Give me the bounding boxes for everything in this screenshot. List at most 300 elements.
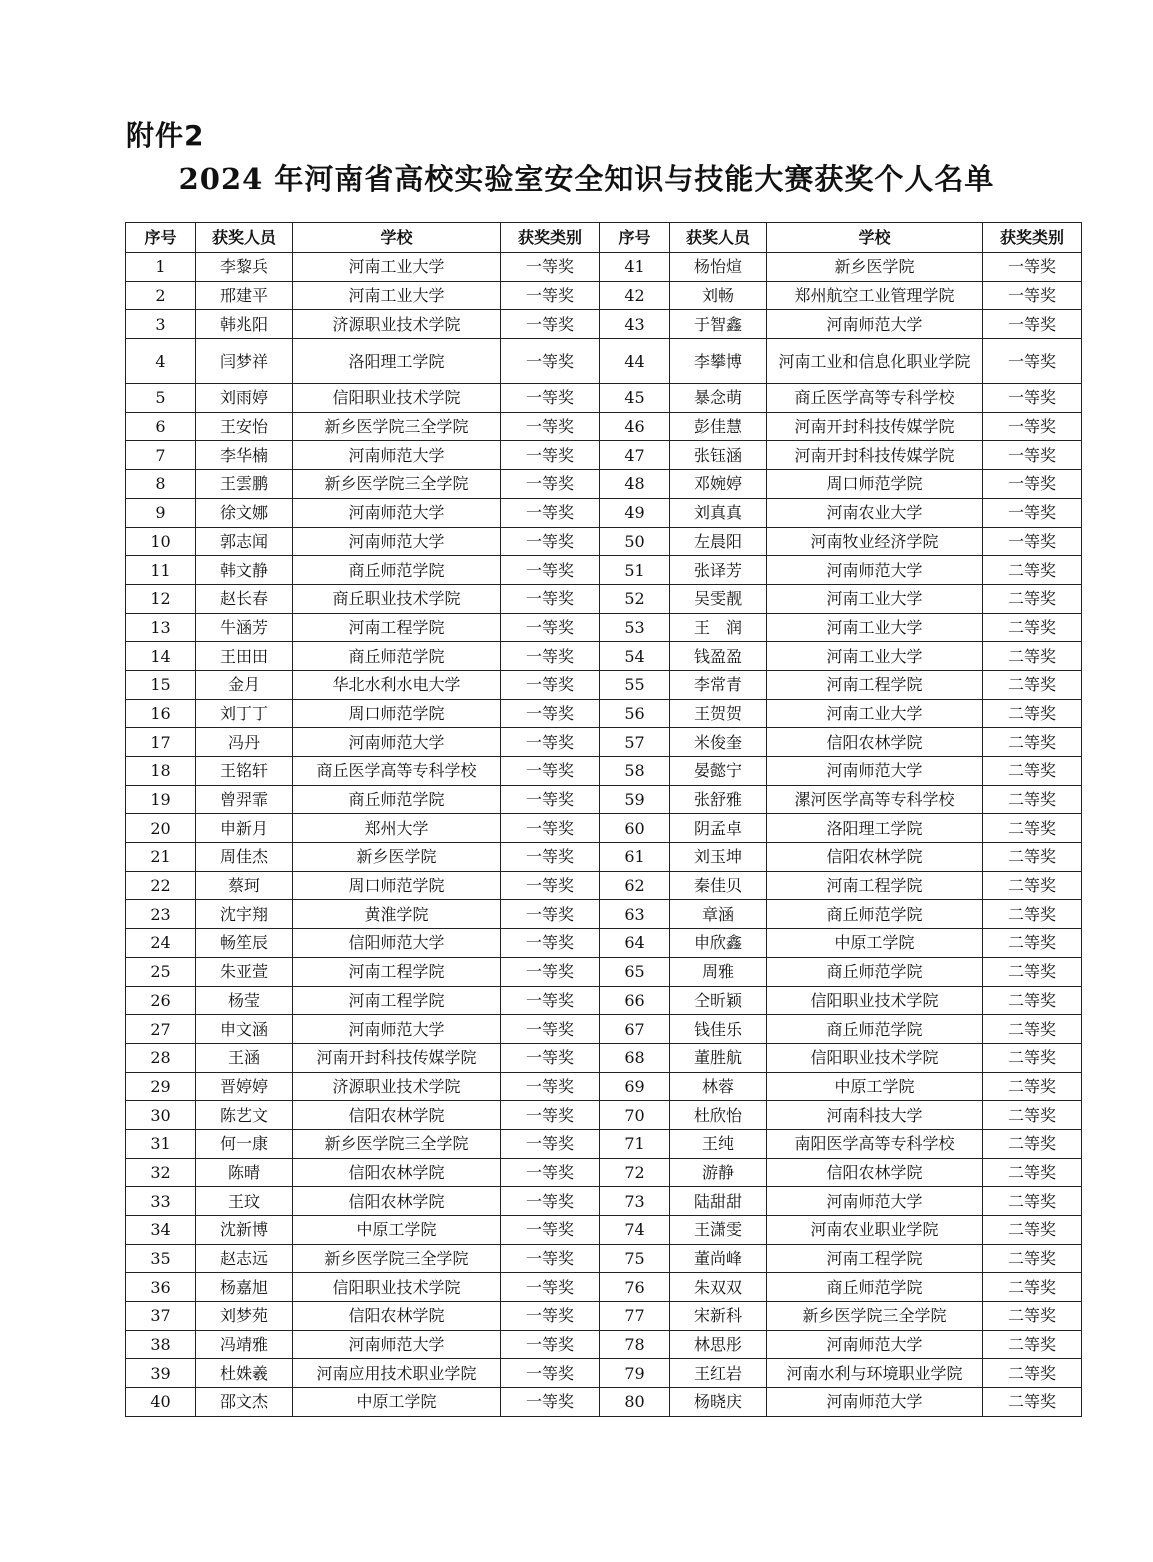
rank-cell: 52 (600, 584, 670, 613)
rank-cell: 43 (600, 310, 670, 339)
rank-cell: 8 (126, 470, 196, 499)
school-cell: 河南工业大学 (767, 699, 983, 728)
school-cell: 商丘师范学院 (767, 957, 983, 986)
school-cell: 新乡医学院三全学院 (293, 1244, 501, 1273)
award-level-cell: 一等奖 (501, 1187, 600, 1216)
table-row (126, 310, 1082, 339)
rank-cell: 19 (126, 785, 196, 814)
award-level-cell: 二等奖 (983, 843, 1082, 872)
school-cell: 河南师范大学 (767, 1330, 983, 1359)
rank-cell: 18 (126, 757, 196, 786)
school-cell: 河南工程学院 (293, 957, 501, 986)
school-cell: 河南工程学院 (767, 871, 983, 900)
award-level-cell: 二等奖 (983, 1101, 1082, 1130)
school-cell: 中原工学院 (293, 1216, 501, 1245)
school-cell: 商丘职业技术学院 (293, 584, 501, 613)
table-row (126, 281, 1082, 310)
school-cell: 信阳农林学院 (767, 728, 983, 757)
rank-cell: 49 (600, 498, 670, 527)
award-level-cell: 二等奖 (983, 1244, 1082, 1273)
winner-name-cell: 刘真真 (670, 498, 767, 527)
winner-name-cell: 杨嘉旭 (196, 1273, 293, 1302)
school-cell: 河南工业和信息化职业学院 (767, 339, 983, 384)
award-level-cell: 一等奖 (501, 498, 600, 527)
winner-name-cell: 林思彤 (670, 1330, 767, 1359)
table-row (126, 1187, 1082, 1216)
winner-name-cell: 申新月 (196, 814, 293, 843)
award-level-cell: 一等奖 (983, 412, 1082, 441)
rank-cell: 7 (126, 441, 196, 470)
table-row (126, 253, 1082, 282)
school-cell: 河南工程学院 (293, 613, 501, 642)
winner-name-cell: 陆甜甜 (670, 1187, 767, 1216)
table-row (126, 613, 1082, 642)
award-level-cell: 二等奖 (983, 642, 1082, 671)
rank-cell: 71 (600, 1129, 670, 1158)
award-level-cell: 二等奖 (983, 1158, 1082, 1187)
award-level-cell: 二等奖 (983, 1072, 1082, 1101)
winner-name-cell: 刘玉坤 (670, 843, 767, 872)
rank-cell: 35 (126, 1244, 196, 1273)
table-row (126, 470, 1082, 499)
winner-name-cell: 王纯 (670, 1129, 767, 1158)
rank-cell: 48 (600, 470, 670, 499)
school-cell: 河南开封科技传媒学院 (767, 441, 983, 470)
table-row (126, 1302, 1082, 1331)
rank-cell: 58 (600, 757, 670, 786)
rank-cell: 37 (126, 1302, 196, 1331)
rank-cell: 63 (600, 900, 670, 929)
rank-cell: 73 (600, 1187, 670, 1216)
award-level-cell: 一等奖 (501, 642, 600, 671)
winner-name-cell: 张钰涵 (670, 441, 767, 470)
table-row (126, 498, 1082, 527)
award-level-cell: 一等奖 (501, 1015, 600, 1044)
table-row (126, 871, 1082, 900)
school-cell: 济源职业技术学院 (293, 1072, 501, 1101)
winner-name-cell: 杜姝羲 (196, 1359, 293, 1388)
winner-name-cell: 申文涵 (196, 1015, 293, 1044)
rank-cell: 24 (126, 929, 196, 958)
winner-name-cell: 王田田 (196, 642, 293, 671)
school-cell: 河南师范大学 (293, 1330, 501, 1359)
school-cell: 新乡医学院三全学院 (293, 470, 501, 499)
rank-cell: 45 (600, 384, 670, 413)
rank-cell: 72 (600, 1158, 670, 1187)
school-cell: 漯河医学高等专科学校 (767, 785, 983, 814)
award-level-cell: 一等奖 (501, 584, 600, 613)
winner-name-cell: 林蓉 (670, 1072, 767, 1101)
award-level-cell: 一等奖 (501, 957, 600, 986)
winner-name-cell: 王潇雯 (670, 1216, 767, 1245)
school-cell: 新乡医学院三全学院 (293, 1129, 501, 1158)
winner-name-cell: 王 润 (670, 613, 767, 642)
award-level-cell: 一等奖 (501, 441, 600, 470)
winner-name-cell: 李华楠 (196, 441, 293, 470)
rank-cell: 75 (600, 1244, 670, 1273)
header-cell: 获奖人员 (196, 223, 293, 253)
school-cell: 河南师范大学 (767, 757, 983, 786)
winner-name-cell: 晋婷婷 (196, 1072, 293, 1101)
school-cell: 河南师范大学 (293, 728, 501, 757)
rank-cell: 10 (126, 527, 196, 556)
winner-name-cell: 金月 (196, 670, 293, 699)
school-cell: 商丘师范学院 (293, 785, 501, 814)
school-cell: 信阳农林学院 (293, 1302, 501, 1331)
winner-name-cell: 王玟 (196, 1187, 293, 1216)
winner-name-cell: 冯靖雅 (196, 1330, 293, 1359)
rank-cell: 2 (126, 281, 196, 310)
school-cell: 河南师范大学 (767, 1187, 983, 1216)
award-level-cell: 二等奖 (983, 1015, 1082, 1044)
rank-cell: 70 (600, 1101, 670, 1130)
winner-name-cell: 郭志闻 (196, 527, 293, 556)
school-cell: 信阳职业技术学院 (293, 384, 501, 413)
award-level-cell: 二等奖 (983, 728, 1082, 757)
school-cell: 洛阳理工学院 (293, 339, 501, 384)
winner-name-cell: 秦佳贝 (670, 871, 767, 900)
school-cell: 河南工程学院 (767, 1244, 983, 1273)
school-cell: 信阳农林学院 (767, 843, 983, 872)
winner-name-cell: 何一康 (196, 1129, 293, 1158)
award-level-cell: 一等奖 (983, 281, 1082, 310)
rank-cell: 3 (126, 310, 196, 339)
award-level-cell: 一等奖 (501, 1158, 600, 1187)
school-cell: 河南工业大学 (293, 281, 501, 310)
school-cell: 商丘医学高等专科学校 (767, 384, 983, 413)
header-cell: 学校 (767, 223, 983, 253)
award-level-cell: 二等奖 (983, 1187, 1082, 1216)
rank-cell: 40 (126, 1388, 196, 1417)
table-row (126, 412, 1082, 441)
winner-name-cell: 畅笙辰 (196, 929, 293, 958)
winner-name-cell: 晏懿宁 (670, 757, 767, 786)
winner-name-cell: 李常青 (670, 670, 767, 699)
table-row (126, 1158, 1082, 1187)
rank-cell: 55 (600, 670, 670, 699)
award-level-cell: 一等奖 (501, 384, 600, 413)
rank-cell: 54 (600, 642, 670, 671)
winner-name-cell: 钱盈盈 (670, 642, 767, 671)
rank-cell: 44 (600, 339, 670, 384)
award-level-cell: 一等奖 (501, 986, 600, 1015)
rank-cell: 79 (600, 1359, 670, 1388)
rank-cell: 23 (126, 900, 196, 929)
award-level-cell: 一等奖 (501, 556, 600, 585)
winner-name-cell: 邓婉婷 (670, 470, 767, 499)
table-row (126, 1216, 1082, 1245)
award-level-cell: 二等奖 (983, 670, 1082, 699)
table-row (126, 1043, 1082, 1072)
rank-cell: 39 (126, 1359, 196, 1388)
award-level-cell: 二等奖 (983, 814, 1082, 843)
rank-cell: 68 (600, 1043, 670, 1072)
rank-cell: 4 (126, 339, 196, 384)
award-level-cell: 二等奖 (983, 1043, 1082, 1072)
table-body (126, 253, 1082, 1417)
school-cell: 新乡医学院 (767, 253, 983, 282)
award-level-cell: 一等奖 (501, 470, 600, 499)
rank-cell: 28 (126, 1043, 196, 1072)
rank-cell: 56 (600, 699, 670, 728)
award-level-cell: 二等奖 (983, 957, 1082, 986)
school-cell: 河南工业大学 (767, 642, 983, 671)
rank-cell: 26 (126, 986, 196, 1015)
school-cell: 河南师范大学 (293, 1015, 501, 1044)
winner-name-cell: 韩文静 (196, 556, 293, 585)
table-row (126, 843, 1082, 872)
table-row (126, 814, 1082, 843)
rank-cell: 30 (126, 1101, 196, 1130)
rank-cell: 27 (126, 1015, 196, 1044)
school-cell: 商丘师范学院 (767, 1273, 983, 1302)
award-level-cell: 一等奖 (501, 843, 600, 872)
winner-name-cell: 章涵 (670, 900, 767, 929)
school-cell: 信阳师范大学 (293, 929, 501, 958)
winner-name-cell: 闫梦祥 (196, 339, 293, 384)
school-cell: 新乡医学院三全学院 (293, 412, 501, 441)
award-level-cell: 一等奖 (983, 310, 1082, 339)
rank-cell: 50 (600, 527, 670, 556)
winner-name-cell: 米俊奎 (670, 728, 767, 757)
rank-cell: 11 (126, 556, 196, 585)
school-cell: 新乡医学院三全学院 (767, 1302, 983, 1331)
rank-cell: 64 (600, 929, 670, 958)
rank-cell: 57 (600, 728, 670, 757)
rank-cell: 15 (126, 670, 196, 699)
school-cell: 信阳职业技术学院 (293, 1273, 501, 1302)
rank-cell: 9 (126, 498, 196, 527)
school-cell: 周口师范学院 (293, 871, 501, 900)
award-level-cell: 一等奖 (501, 1330, 600, 1359)
winner-name-cell: 仝昕颖 (670, 986, 767, 1015)
school-cell: 中原工学院 (293, 1388, 501, 1417)
rank-cell: 61 (600, 843, 670, 872)
award-level-cell: 一等奖 (501, 1388, 600, 1417)
award-level-cell: 一等奖 (501, 613, 600, 642)
award-level-cell: 一等奖 (501, 1273, 600, 1302)
award-level-cell: 二等奖 (983, 986, 1082, 1015)
award-level-cell: 二等奖 (983, 900, 1082, 929)
school-cell: 河南师范大学 (293, 441, 501, 470)
rank-cell: 80 (600, 1388, 670, 1417)
school-cell: 华北水利水电大学 (293, 670, 501, 699)
school-cell: 信阳职业技术学院 (767, 986, 983, 1015)
rank-cell: 65 (600, 957, 670, 986)
winner-name-cell: 陈艺文 (196, 1101, 293, 1130)
header-cell: 获奖类别 (983, 223, 1082, 253)
rank-cell: 22 (126, 871, 196, 900)
rank-cell: 74 (600, 1216, 670, 1245)
award-level-cell: 一等奖 (501, 757, 600, 786)
winner-name-cell: 彭佳慧 (670, 412, 767, 441)
school-cell: 洛阳理工学院 (767, 814, 983, 843)
rank-cell: 60 (600, 814, 670, 843)
award-level-cell: 二等奖 (983, 1330, 1082, 1359)
school-cell: 信阳农林学院 (767, 1158, 983, 1187)
rank-cell: 5 (126, 384, 196, 413)
award-level-cell: 二等奖 (983, 1216, 1082, 1245)
table-row (126, 1129, 1082, 1158)
school-cell: 河南牧业经济学院 (767, 527, 983, 556)
winner-name-cell: 钱佳乐 (670, 1015, 767, 1044)
school-cell: 中原工学院 (767, 1072, 983, 1101)
table-row (126, 757, 1082, 786)
award-level-cell: 一等奖 (501, 412, 600, 441)
winner-name-cell: 邵文杰 (196, 1388, 293, 1417)
rank-cell: 36 (126, 1273, 196, 1302)
winner-name-cell: 王安怡 (196, 412, 293, 441)
award-level-cell: 一等奖 (983, 339, 1082, 384)
table-row (126, 1273, 1082, 1302)
award-level-cell: 二等奖 (983, 1129, 1082, 1158)
winner-name-cell: 朱双双 (670, 1273, 767, 1302)
rank-cell: 38 (126, 1330, 196, 1359)
award-level-cell: 二等奖 (983, 613, 1082, 642)
winner-name-cell: 暴念萌 (670, 384, 767, 413)
award-level-cell: 一等奖 (501, 728, 600, 757)
award-level-cell: 二等奖 (983, 699, 1082, 728)
award-level-cell: 一等奖 (983, 527, 1082, 556)
rank-cell: 76 (600, 1273, 670, 1302)
award-level-cell: 二等奖 (983, 584, 1082, 613)
school-cell: 商丘医学高等专科学校 (293, 757, 501, 786)
school-cell: 信阳农林学院 (293, 1187, 501, 1216)
winner-name-cell: 韩兆阳 (196, 310, 293, 339)
winner-name-cell: 李攀博 (670, 339, 767, 384)
award-level-cell: 一等奖 (501, 1101, 600, 1130)
table-row (126, 1072, 1082, 1101)
school-cell: 河南水利与环境职业学院 (767, 1359, 983, 1388)
winner-name-cell: 冯丹 (196, 728, 293, 757)
table-row (126, 384, 1082, 413)
school-cell: 郑州航空工业管理学院 (767, 281, 983, 310)
attachment-label: 附件2 (126, 119, 205, 152)
table-row (126, 1101, 1082, 1130)
table-row (126, 556, 1082, 585)
rank-cell: 32 (126, 1158, 196, 1187)
winner-name-cell: 王涵 (196, 1043, 293, 1072)
table-row (126, 670, 1082, 699)
rank-cell: 59 (600, 785, 670, 814)
school-cell: 周口师范学院 (767, 470, 983, 499)
winner-name-cell: 邢建平 (196, 281, 293, 310)
awards-table (125, 222, 1082, 1417)
winner-name-cell: 周雅 (670, 957, 767, 986)
winner-name-cell: 蔡珂 (196, 871, 293, 900)
table-row (126, 1015, 1082, 1044)
winner-name-cell: 李黎兵 (196, 253, 293, 282)
award-level-cell: 二等奖 (983, 1388, 1082, 1417)
winner-name-cell: 申欣鑫 (670, 929, 767, 958)
rank-cell: 25 (126, 957, 196, 986)
school-cell: 河南师范大学 (767, 556, 983, 585)
award-level-cell: 一等奖 (501, 1244, 600, 1273)
rank-cell: 67 (600, 1015, 670, 1044)
winner-name-cell: 董尚峰 (670, 1244, 767, 1273)
winner-name-cell: 徐文娜 (196, 498, 293, 527)
winner-name-cell: 王铭轩 (196, 757, 293, 786)
award-level-cell: 一等奖 (501, 929, 600, 958)
winner-name-cell: 张舒雅 (670, 785, 767, 814)
winner-name-cell: 陈晴 (196, 1158, 293, 1187)
rank-cell: 46 (600, 412, 670, 441)
award-level-cell: 一等奖 (501, 310, 600, 339)
table-row (126, 527, 1082, 556)
award-level-cell: 一等奖 (501, 900, 600, 929)
school-cell: 河南师范大学 (767, 310, 983, 339)
rank-cell: 16 (126, 699, 196, 728)
award-level-cell: 二等奖 (983, 929, 1082, 958)
table-row (126, 642, 1082, 671)
rank-cell: 6 (126, 412, 196, 441)
school-cell: 商丘师范学院 (293, 642, 501, 671)
award-level-cell: 二等奖 (983, 785, 1082, 814)
table-row (126, 1359, 1082, 1388)
document-title: 2024 年河南省高校实验室安全知识与技能大赛获奖个人名单 (178, 162, 995, 196)
winner-name-cell: 沈新博 (196, 1216, 293, 1245)
table-row (126, 1244, 1082, 1273)
school-cell: 济源职业技术学院 (293, 310, 501, 339)
winner-name-cell: 王雲鹏 (196, 470, 293, 499)
rank-cell: 51 (600, 556, 670, 585)
award-level-cell: 一等奖 (501, 1129, 600, 1158)
winner-name-cell: 刘梦苑 (196, 1302, 293, 1331)
table-row (126, 1388, 1082, 1417)
award-level-cell: 二等奖 (983, 871, 1082, 900)
school-cell: 河南科技大学 (767, 1101, 983, 1130)
rank-cell: 21 (126, 843, 196, 872)
winner-name-cell: 杨怡煊 (670, 253, 767, 282)
winner-name-cell: 赵志远 (196, 1244, 293, 1273)
rank-cell: 53 (600, 613, 670, 642)
winner-name-cell: 张译芳 (670, 556, 767, 585)
rank-cell: 13 (126, 613, 196, 642)
school-cell: 河南农业大学 (767, 498, 983, 527)
table-row (126, 441, 1082, 470)
winner-name-cell: 牛涵芳 (196, 613, 293, 642)
winner-name-cell: 阴孟卓 (670, 814, 767, 843)
award-level-cell: 一等奖 (501, 1072, 600, 1101)
rank-cell: 20 (126, 814, 196, 843)
winner-name-cell: 董胜航 (670, 1043, 767, 1072)
winner-name-cell: 吴雯靓 (670, 584, 767, 613)
award-level-cell: 二等奖 (983, 1273, 1082, 1302)
rank-cell: 31 (126, 1129, 196, 1158)
award-level-cell: 一等奖 (501, 253, 600, 282)
school-cell: 河南工程学院 (767, 670, 983, 699)
award-level-cell: 一等奖 (983, 441, 1082, 470)
rank-cell: 29 (126, 1072, 196, 1101)
rank-cell: 12 (126, 584, 196, 613)
winner-name-cell: 杨晓庆 (670, 1388, 767, 1417)
header-cell: 获奖类别 (501, 223, 600, 253)
winner-name-cell: 杨莹 (196, 986, 293, 1015)
award-level-cell: 一等奖 (983, 470, 1082, 499)
school-cell: 河南师范大学 (293, 527, 501, 556)
winner-name-cell: 杜欣怡 (670, 1101, 767, 1130)
school-cell: 河南开封科技传媒学院 (767, 412, 983, 441)
school-cell: 黄淮学院 (293, 900, 501, 929)
school-cell: 河南工业大学 (293, 253, 501, 282)
award-level-cell: 一等奖 (983, 384, 1082, 413)
winner-name-cell: 沈宇翔 (196, 900, 293, 929)
table-row (126, 728, 1082, 757)
award-level-cell: 二等奖 (983, 556, 1082, 585)
rank-cell: 34 (126, 1216, 196, 1245)
header-cell: 序号 (600, 223, 670, 253)
rank-cell: 1 (126, 253, 196, 282)
